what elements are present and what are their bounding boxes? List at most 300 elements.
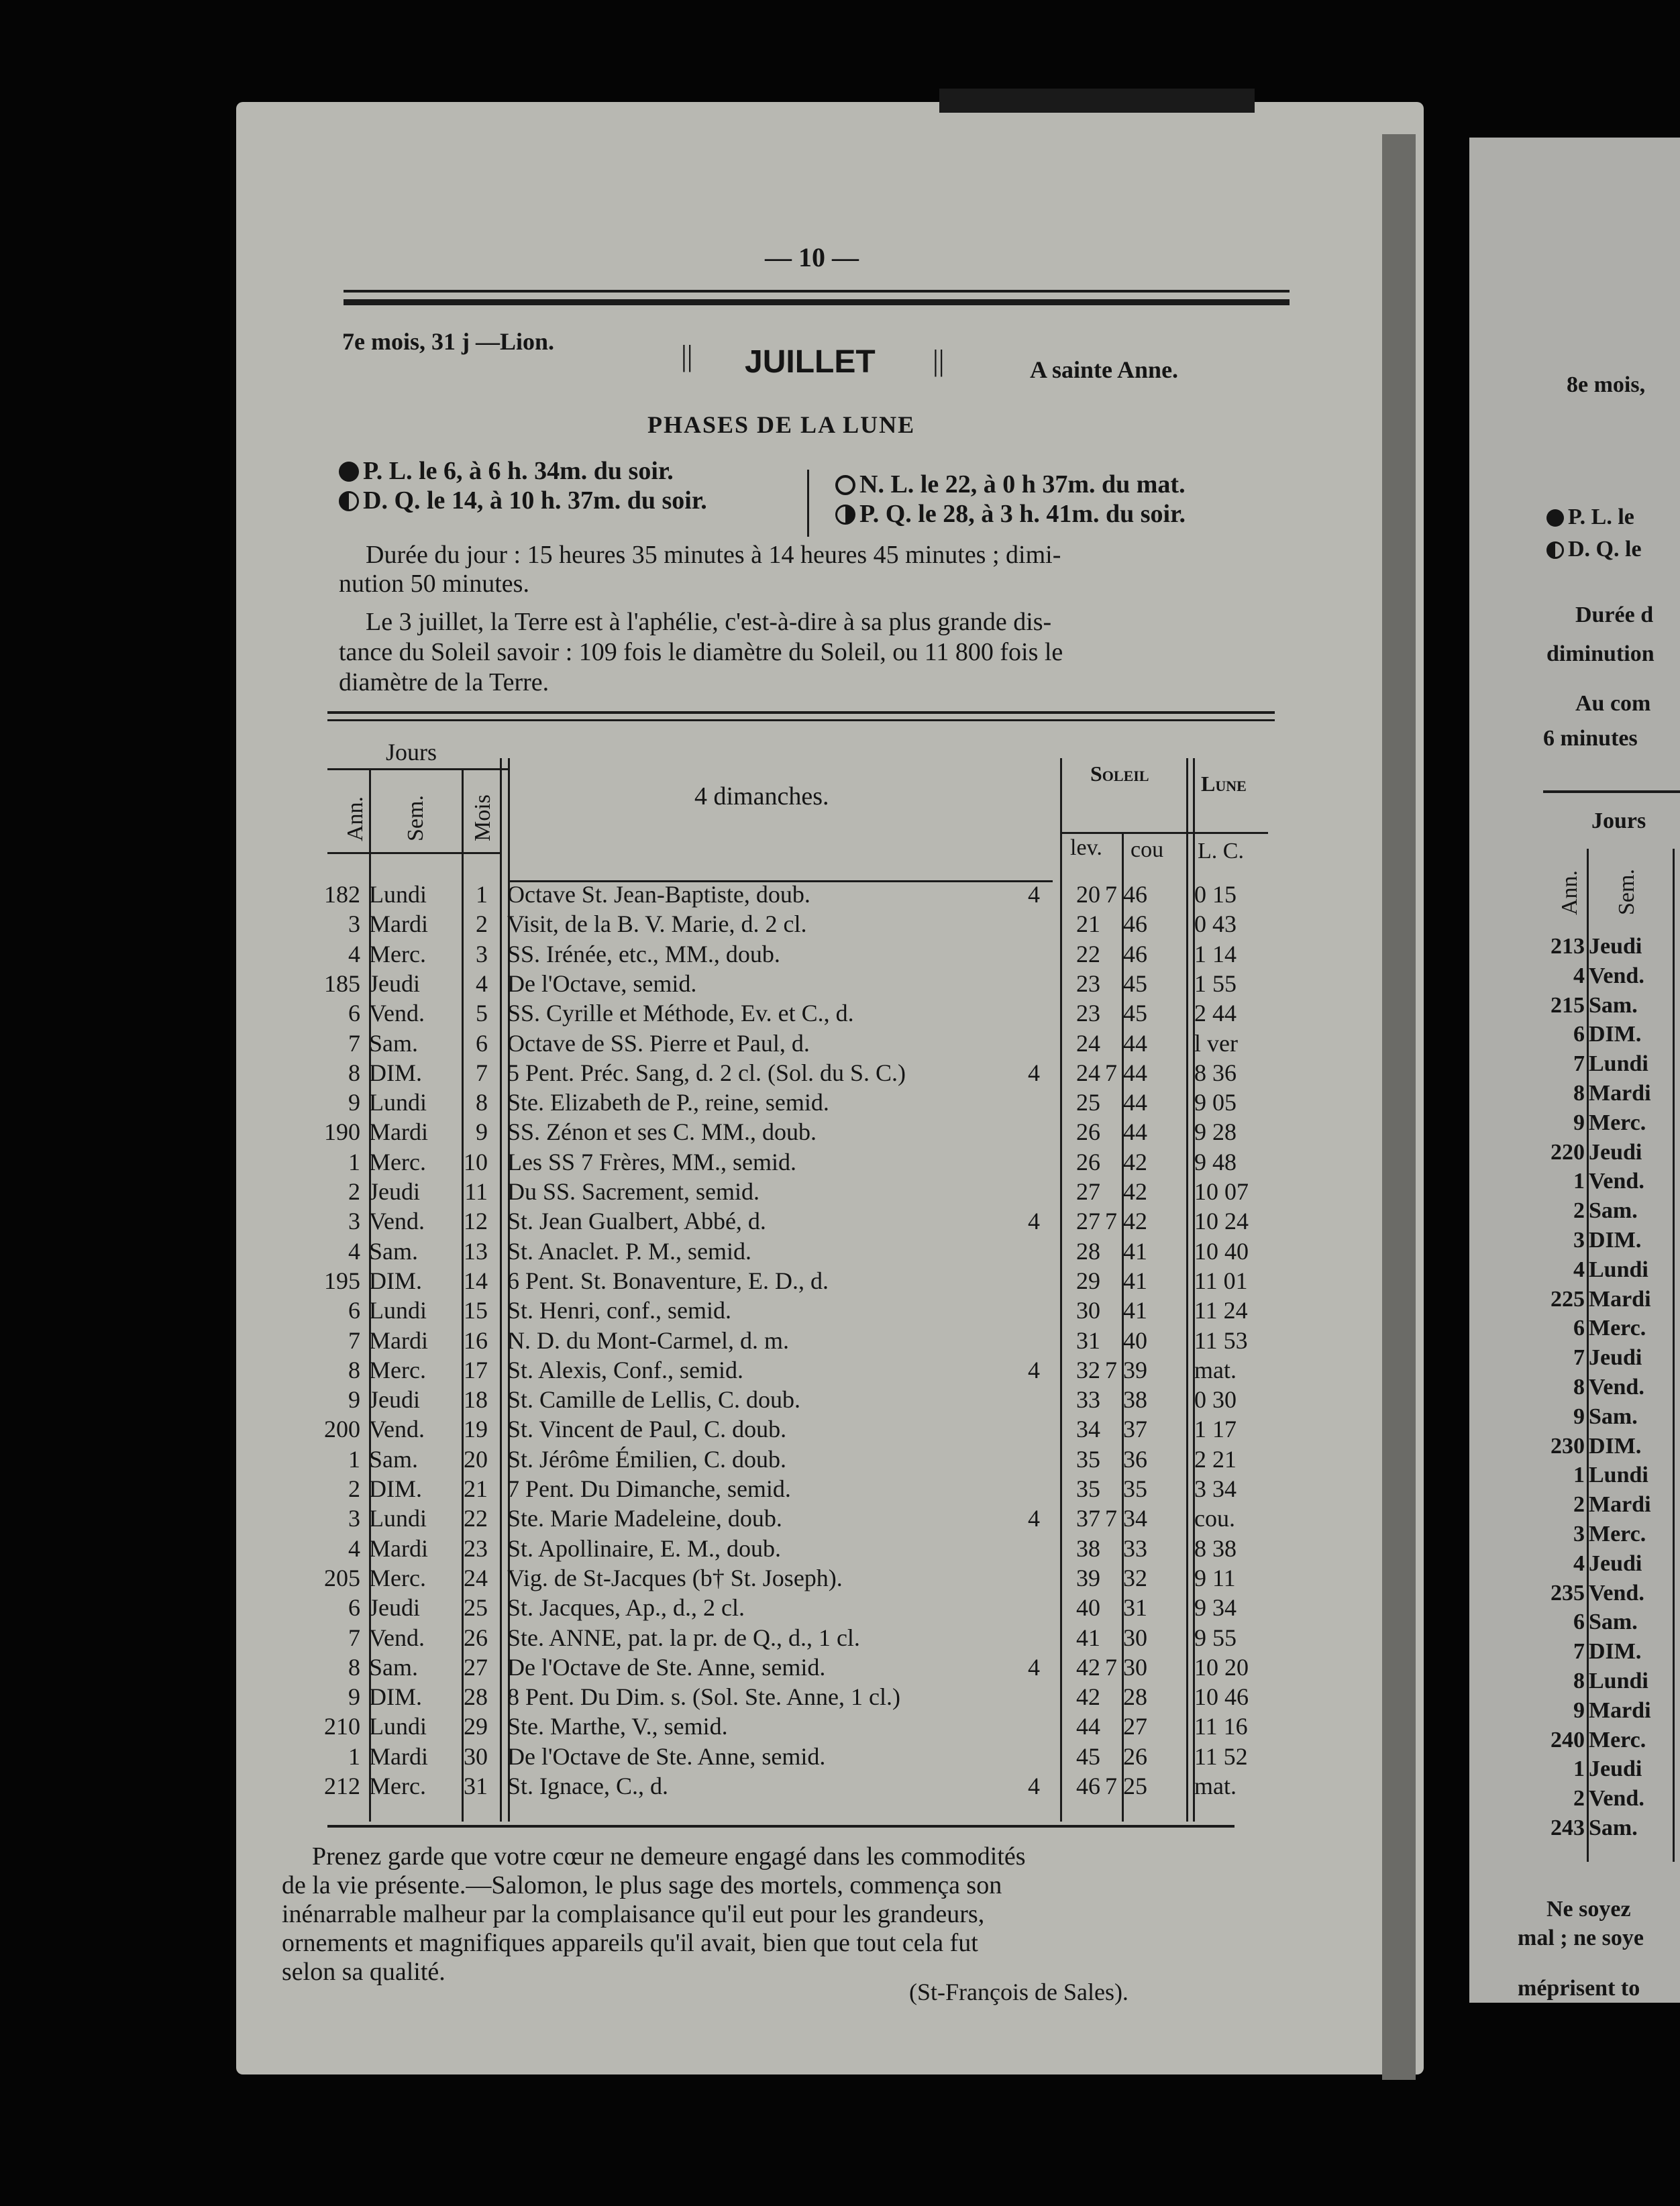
right-weekday: Jeudi — [1589, 1139, 1642, 1165]
day-of-year: 1 — [348, 1742, 360, 1770]
right-weekday: Vend. — [1589, 1580, 1644, 1606]
quote-line4: ornements et magnifiques appareils qu'il avait, bien que tout cela fut — [282, 1929, 978, 1957]
day-of-month: 12 — [464, 1208, 488, 1235]
weekday: Sam. — [369, 1237, 419, 1265]
right-day-of-year: 9 — [1573, 1110, 1585, 1135]
aphelie-line2: tance du Soleil savoir : 109 fois le diamètre du Soleil, ou 11 800 fois le — [339, 638, 1063, 666]
day-of-month: 7 — [476, 1059, 488, 1086]
day-of-month: 17 — [464, 1356, 488, 1383]
sunrise-minute: 22 — [1076, 940, 1100, 967]
sunrise-hour: 4 — [1028, 1059, 1040, 1086]
right-weekday: Merc. — [1589, 1110, 1646, 1135]
duree-line2: nution 50 minutes. — [339, 570, 529, 598]
right-weekday: Mardi — [1589, 1286, 1651, 1312]
moon-time: l ver — [1194, 1029, 1238, 1057]
day-of-year: 4 — [348, 940, 360, 967]
weekday: Lundi — [369, 1713, 427, 1740]
right-weekday: Mardi — [1589, 1697, 1651, 1723]
day-of-year: 4 — [348, 1237, 360, 1265]
feast-description: Octave St. Jean-Baptiste, doub. — [507, 881, 810, 908]
quote-line1: Prenez garde que votre cœur ne demeure engagé dans les commodités — [312, 1842, 1026, 1871]
weekday: DIM. — [369, 1683, 422, 1711]
header-bars-right: || — [933, 344, 945, 377]
weekday: Sam. — [369, 1445, 419, 1473]
day-of-year: 2 — [348, 1178, 360, 1205]
table-row — [0, 1088, 1237, 1118]
quote-line5: selon sa qualité. — [282, 1958, 445, 1986]
sunrise-minute: 26 — [1076, 1148, 1100, 1175]
phase-dq-text: D. Q. le 14, à 10 h. 37m. du soir. — [363, 486, 707, 515]
table-row — [0, 1593, 1237, 1623]
table-row — [0, 1029, 1238, 1059]
new-moon-icon — [835, 475, 855, 495]
sunrise-minute: 46 — [1076, 1773, 1100, 1799]
table-row — [0, 1445, 1237, 1475]
right-day-of-year: 235 — [1551, 1580, 1585, 1606]
moon-time: 8 38 — [1194, 1534, 1237, 1562]
day-of-year: 6 — [348, 1000, 360, 1027]
right-weekday: Jeudi — [1589, 1551, 1642, 1576]
sunrise-minute: 42 — [1076, 1653, 1100, 1681]
moon-time: 11 52 — [1194, 1742, 1248, 1770]
right-weekday: Jeudi — [1589, 1345, 1642, 1371]
feast-description: Du SS. Sacrement, semid. — [507, 1178, 759, 1205]
sunset-time: 45 — [1123, 969, 1147, 997]
day-of-year: 195 — [324, 1267, 360, 1294]
day-of-month: 16 — [464, 1326, 488, 1354]
table-row — [0, 1712, 1248, 1742]
table-row — [0, 1683, 1249, 1712]
right-day-of-year: 6 — [1573, 1610, 1585, 1635]
right-weekday: Lundi — [1589, 1669, 1648, 1693]
aphelie-line3: diamètre de la Terre. — [339, 668, 549, 696]
day-of-month: 24 — [464, 1564, 488, 1591]
weekday: DIM. — [369, 1475, 422, 1502]
right-six: 6 minutes — [1543, 726, 1638, 751]
right-duree: Durée d — [1575, 602, 1654, 627]
phase-dq — [339, 486, 707, 515]
quote-line2: de la vie présente.—Salomon, le plus sage des mortels, commença son — [282, 1871, 1002, 1899]
day-of-year: 3 — [348, 910, 360, 938]
table-row — [0, 1118, 1237, 1147]
right-weekday: Sam. — [1589, 1198, 1638, 1224]
weekday: Lundi — [369, 1505, 427, 1532]
moon-time: 11 16 — [1194, 1713, 1248, 1740]
right-mal: mal ; ne soye — [1518, 1926, 1644, 1950]
jours-header: Jours — [386, 739, 437, 766]
phase-nl-text: N. L. le 22, à 0 h 37m. du mat. — [859, 470, 1186, 498]
day-of-month: 26 — [464, 1624, 488, 1651]
phase-pq-text: P. Q. le 28, à 3 h. 41m. du soir. — [859, 500, 1186, 528]
feast-description: Ste. Marie Madeleine, doub. — [507, 1505, 782, 1532]
sunrise-minute: 39 — [1076, 1564, 1100, 1591]
table-row — [0, 910, 1237, 939]
feast-description: 7 Pent. Du Dimanche, semid. — [507, 1475, 791, 1502]
day-of-month: 27 — [464, 1653, 488, 1681]
right-weekday: Lundi — [1589, 1051, 1648, 1077]
day-of-month: 4 — [476, 969, 488, 997]
day-of-month: 29 — [464, 1713, 488, 1740]
right-day-of-year: 8 — [1573, 1375, 1585, 1400]
right-weekday: Vend. — [1589, 1375, 1644, 1400]
moon-time: 9 28 — [1194, 1118, 1237, 1146]
header-bars-left: || — [681, 339, 693, 372]
sunrise-minute: 44 — [1076, 1713, 1100, 1740]
table-bottom-rule — [327, 1825, 1235, 1828]
moon-time: 10 20 — [1194, 1653, 1249, 1681]
table-row — [0, 1564, 1236, 1593]
day-of-month: 11 — [464, 1178, 488, 1205]
right-day-of-year: 7 — [1573, 1051, 1585, 1077]
sunset-time: 7 25 — [1105, 1773, 1147, 1799]
right-day-of-year: 2 — [1573, 1786, 1585, 1811]
sunset-time: 40 — [1123, 1326, 1147, 1354]
sunrise-minute: 21 — [1076, 910, 1100, 938]
phases-divider — [807, 470, 809, 537]
right-weekday: Sam. — [1589, 1816, 1638, 1840]
sunrise-minute: 28 — [1076, 1237, 1100, 1265]
feast-description: SS. Zénon et ses C. MM., doub. — [507, 1118, 817, 1146]
right-day-of-year: 1 — [1573, 1169, 1585, 1194]
aphelie-line1: Le 3 juillet, la Terre est à l'aphélie, c'est-à-dire à sa plus grande dis- — [366, 608, 1052, 636]
weekday: Lundi — [369, 1297, 427, 1324]
day-of-year: 205 — [324, 1564, 360, 1591]
moon-time: 8 36 — [1194, 1059, 1237, 1086]
sem-header: Sem. — [403, 795, 428, 841]
day-of-year: 200 — [324, 1416, 360, 1443]
right-ann-header: Ann. — [1557, 870, 1582, 915]
day-of-month: 1 — [476, 881, 488, 908]
mois-header: Mois — [470, 794, 495, 841]
feast-description: Ste. ANNE, pat. la pr. de Q., d., 1 cl. — [507, 1624, 860, 1651]
right-pl — [1546, 505, 1634, 530]
right-day-of-year: 8 — [1573, 1669, 1585, 1693]
sunset-time: 41 — [1123, 1267, 1147, 1294]
sunset-time: 7 39 — [1105, 1356, 1147, 1383]
day-of-month: 22 — [464, 1505, 488, 1532]
page-number: — 10 — — [765, 242, 859, 272]
sunrise-minute: 45 — [1076, 1742, 1100, 1770]
right-day-of-year: 9 — [1573, 1697, 1585, 1723]
day-of-month: 25 — [464, 1594, 488, 1622]
day-of-year: 190 — [324, 1118, 360, 1146]
last-quarter-icon — [1546, 541, 1564, 559]
sunrise-minute: 26 — [1076, 1118, 1100, 1146]
feast-description: Ste. Marthe, V., semid. — [507, 1713, 728, 1740]
table-row — [0, 1624, 1237, 1653]
weekday: Sam. — [369, 1653, 419, 1681]
weekday: Lundi — [369, 1089, 427, 1116]
weekday: Mardi — [369, 1534, 428, 1562]
day-of-month: 8 — [476, 1089, 488, 1116]
moon-time: mat. — [1194, 1773, 1237, 1799]
moon-time: cou. — [1194, 1505, 1235, 1532]
table-row — [0, 940, 1237, 969]
soleil-rule — [1060, 832, 1268, 834]
right-day-of-year: 4 — [1573, 1551, 1585, 1576]
day-of-month: 21 — [464, 1475, 488, 1502]
sunrise-minute: 42 — [1076, 1683, 1100, 1711]
weekday: Lundi — [369, 881, 427, 908]
moon-time: 2 44 — [1194, 1000, 1237, 1027]
weekday: Merc. — [369, 940, 426, 967]
right-day-of-year: 4 — [1573, 1257, 1585, 1282]
sunset-time: 37 — [1123, 1416, 1147, 1443]
weekday: Jeudi — [369, 1178, 420, 1205]
phase-pq — [835, 499, 1186, 529]
ann-header: Ann. — [343, 796, 368, 841]
day-of-month: 3 — [476, 940, 488, 967]
day-of-year: 8 — [348, 1356, 360, 1383]
sunset-time: 42 — [1123, 1148, 1147, 1175]
moon-time: 1 55 — [1194, 969, 1237, 997]
feast-description: SS. Cyrille et Méthode, Ev. et C., d. — [507, 1000, 854, 1027]
sunrise-hour: 4 — [1028, 881, 1040, 908]
right-day-of-year: 240 — [1551, 1727, 1585, 1752]
subhead-rule — [327, 852, 502, 854]
moon-time: 3 34 — [1194, 1475, 1237, 1502]
day-of-year: 182 — [324, 881, 360, 908]
sunset-time: 44 — [1123, 1089, 1147, 1116]
day-of-month: 9 — [476, 1118, 488, 1146]
right-weekday: DIM. — [1589, 1433, 1642, 1459]
sunset-time: 28 — [1123, 1683, 1147, 1711]
day-of-month: 30 — [464, 1742, 488, 1770]
feast-description: SS. Irénée, etc., MM., doub. — [507, 940, 780, 967]
moon-time: 10 46 — [1194, 1683, 1249, 1711]
sunrise-minute: 41 — [1076, 1624, 1100, 1651]
sunset-time: 41 — [1123, 1237, 1147, 1265]
weekday: Vend. — [369, 1624, 425, 1651]
sunset-time: 35 — [1123, 1475, 1147, 1502]
moon-time: 1 17 — [1194, 1416, 1237, 1443]
day-of-month: 23 — [464, 1534, 488, 1562]
table-row — [0, 1385, 1237, 1415]
right-table-rule — [1543, 790, 1680, 793]
day-of-month: 19 — [464, 1416, 488, 1443]
table-row — [0, 1356, 1237, 1385]
sunrise-minute: 20 — [1076, 881, 1100, 908]
day-of-year: 6 — [348, 1297, 360, 1324]
right-sem-header: Sem. — [1614, 869, 1639, 915]
moon-time: 9 05 — [1194, 1089, 1237, 1116]
moon-time: 10 07 — [1194, 1178, 1249, 1205]
quote-author: (St-François de Sales). — [909, 1979, 1128, 2005]
sunrise-hour: 4 — [1028, 1505, 1040, 1532]
day-of-month: 6 — [476, 1029, 488, 1057]
sunrise-minute: 29 — [1076, 1267, 1100, 1294]
right-pl-text: P. L. le — [1568, 505, 1634, 529]
weekday: Sam. — [369, 1029, 419, 1057]
day-of-year: 9 — [348, 1386, 360, 1414]
day-of-month: 15 — [464, 1297, 488, 1324]
sunset-time: 41 — [1123, 1297, 1147, 1324]
feast-description: St. Henri, conf., semid. — [507, 1297, 731, 1324]
right-day-of-year: 9 — [1573, 1404, 1585, 1429]
table-row — [0, 1326, 1248, 1356]
right-weekday: Vend. — [1589, 963, 1644, 988]
dimanches-header: 4 dimanches. — [694, 782, 829, 810]
right-dq — [1546, 537, 1642, 562]
sunset-time: 46 — [1123, 910, 1147, 938]
sunrise-minute: 27 — [1076, 1208, 1100, 1235]
table-row — [0, 1415, 1237, 1445]
right-day-of-year: 6 — [1573, 1316, 1585, 1341]
right-weekday: Sam. — [1589, 1404, 1638, 1429]
right-weekday: Merc. — [1589, 1522, 1646, 1546]
right-day-of-year: 7 — [1573, 1345, 1585, 1371]
phase-pl — [339, 456, 674, 486]
header-right: A sainte Anne. — [1030, 356, 1179, 383]
soleil-header: Soleil — [1090, 761, 1149, 786]
sunset-time: 27 — [1123, 1713, 1147, 1740]
right-weekday: Vend. — [1589, 1786, 1644, 1811]
day-of-year: 185 — [324, 969, 360, 997]
feast-description: St. Jérôme Émilien, C. doub. — [507, 1445, 786, 1473]
day-of-year: 1 — [348, 1445, 360, 1473]
weekday: Merc. — [369, 1148, 426, 1175]
right-day-of-year: 1 — [1573, 1463, 1585, 1488]
header-left: 7e mois, 31 j —Lion. — [342, 328, 555, 355]
sunset-time: 30 — [1123, 1624, 1147, 1651]
weekday: Vend. — [369, 1208, 425, 1235]
right-weekday: Jeudi — [1589, 934, 1642, 959]
sunrise-minute: 23 — [1076, 969, 1100, 997]
right-day-of-year: 2 — [1573, 1492, 1585, 1518]
day-of-year: 6 — [348, 1594, 360, 1622]
table-top-rule-2 — [327, 719, 1275, 721]
weekday: Jeudi — [369, 1594, 420, 1622]
day-of-year: 3 — [348, 1208, 360, 1235]
sunrise-minute: 33 — [1076, 1386, 1100, 1414]
right-weekday: Jeudi — [1589, 1756, 1642, 1782]
moon-time: 0 15 — [1194, 881, 1237, 908]
table-row — [0, 880, 1237, 910]
right-day-of-year: 8 — [1573, 1081, 1585, 1106]
right-day-of-year: 3 — [1573, 1228, 1585, 1253]
moon-time: mat. — [1194, 1356, 1237, 1383]
moon-time: 1 14 — [1194, 940, 1237, 967]
sunrise-minute: 30 — [1076, 1297, 1100, 1324]
sunrise-hour: 4 — [1028, 1208, 1040, 1235]
day-of-month: 31 — [464, 1773, 488, 1799]
moon-time: 11 01 — [1194, 1267, 1248, 1294]
weekday: Mardi — [369, 1118, 428, 1146]
sunset-time: 7 46 — [1105, 881, 1147, 908]
feast-description: St. Ignace, C., d. — [507, 1773, 668, 1799]
sunrise-minute: 32 — [1076, 1356, 1100, 1383]
right-day-of-year: 220 — [1551, 1139, 1585, 1165]
duree-line1: Durée du jour : 15 heures 35 minutes à 14 heures 45 minutes ; dimi- — [366, 541, 1061, 569]
day-of-year: 8 — [348, 1059, 360, 1086]
right-ne: Ne soyez — [1546, 1897, 1631, 1922]
right-jours: Jours — [1591, 808, 1646, 833]
feast-description: St. Jean Gualbert, Abbé, d. — [507, 1208, 766, 1235]
moon-time: 11 24 — [1194, 1297, 1248, 1324]
feast-description: Octave de SS. Pierre et Paul, d. — [507, 1029, 810, 1057]
day-of-year: 1 — [348, 1148, 360, 1175]
table-row — [0, 1267, 1248, 1296]
table-row — [0, 1177, 1249, 1207]
sunset-time: 46 — [1123, 940, 1147, 967]
phase-nl — [835, 470, 1186, 499]
lune-header: Lune — [1201, 772, 1247, 796]
cou-header: cou — [1131, 837, 1164, 862]
sunset-time: 7 44 — [1105, 1059, 1147, 1086]
right-weekday: Sam. — [1589, 992, 1638, 1018]
sunrise-hour: 4 — [1028, 1356, 1040, 1383]
moon-time: 9 55 — [1194, 1624, 1237, 1651]
feast-description: St. Camille de Lellis, C. doub. — [507, 1386, 800, 1414]
right-day-of-year: 225 — [1551, 1286, 1585, 1312]
weekday: Vend. — [369, 1000, 425, 1027]
right-weekday: DIM. — [1589, 1228, 1642, 1253]
sunrise-minute: 27 — [1076, 1178, 1100, 1205]
weekday: Mardi — [369, 910, 428, 938]
table-top-rule — [327, 711, 1275, 714]
day-of-year: 212 — [324, 1773, 360, 1799]
feast-description: 5 Pent. Préc. Sang, d. 2 cl. (Sol. du S. C.) — [507, 1059, 906, 1086]
day-of-year: 9 — [348, 1683, 360, 1711]
weekday: Mardi — [369, 1742, 428, 1770]
day-of-year: 4 — [348, 1534, 360, 1562]
sunset-time: 44 — [1123, 1029, 1147, 1057]
right-weekday: Merc. — [1589, 1727, 1646, 1752]
sunset-time: 26 — [1123, 1742, 1147, 1770]
right-weekday: DIM. — [1589, 1639, 1642, 1665]
day-of-month: 18 — [464, 1386, 488, 1414]
moon-time: 10 40 — [1194, 1237, 1249, 1265]
page-tab — [939, 89, 1255, 113]
right-weekday: Sam. — [1589, 1610, 1638, 1635]
right-day-of-year: 230 — [1551, 1433, 1585, 1459]
right-day-of-year: 213 — [1551, 934, 1585, 959]
table-row — [0, 999, 1237, 1029]
right-au: Au com — [1575, 691, 1651, 716]
feast-description: De l'Octave de Ste. Anne, semid. — [507, 1742, 826, 1770]
day-of-year: 3 — [348, 1505, 360, 1532]
moon-time: 10 24 — [1194, 1208, 1249, 1235]
weekday: Merc. — [369, 1773, 426, 1799]
last-quarter-icon — [339, 491, 359, 511]
feast-description: St. Vincent de Paul, C. doub. — [507, 1416, 787, 1443]
day-of-month: 2 — [476, 910, 488, 938]
feast-description: Ste. Elizabeth de P., reine, semid. — [507, 1089, 829, 1116]
right-day-of-year: 3 — [1573, 1522, 1585, 1546]
weekday: Jeudi — [369, 969, 420, 997]
top-rule-thick — [344, 299, 1290, 305]
sunrise-minute: 35 — [1076, 1445, 1100, 1473]
day-of-month: 28 — [464, 1683, 488, 1711]
sunset-time: 44 — [1123, 1118, 1147, 1146]
day-of-year: 7 — [348, 1029, 360, 1057]
feast-description: St. Apollinaire, E. M., doub. — [507, 1534, 781, 1562]
table-row — [0, 1207, 1249, 1237]
moon-time: 0 43 — [1194, 910, 1237, 938]
sunset-time: 33 — [1123, 1534, 1147, 1562]
sunrise-minute: 24 — [1076, 1029, 1100, 1057]
table-row — [0, 1772, 1237, 1801]
table-row — [0, 1059, 1237, 1088]
sunrise-minute: 23 — [1076, 1000, 1100, 1027]
table-row — [0, 1742, 1248, 1772]
sunset-time: 31 — [1123, 1594, 1147, 1622]
day-of-year: 7 — [348, 1624, 360, 1651]
feast-description: N. D. du Mont-Carmel, d. m. — [507, 1326, 789, 1354]
table-row — [0, 1296, 1248, 1326]
table-row — [0, 1534, 1237, 1564]
table-row — [0, 1504, 1235, 1534]
